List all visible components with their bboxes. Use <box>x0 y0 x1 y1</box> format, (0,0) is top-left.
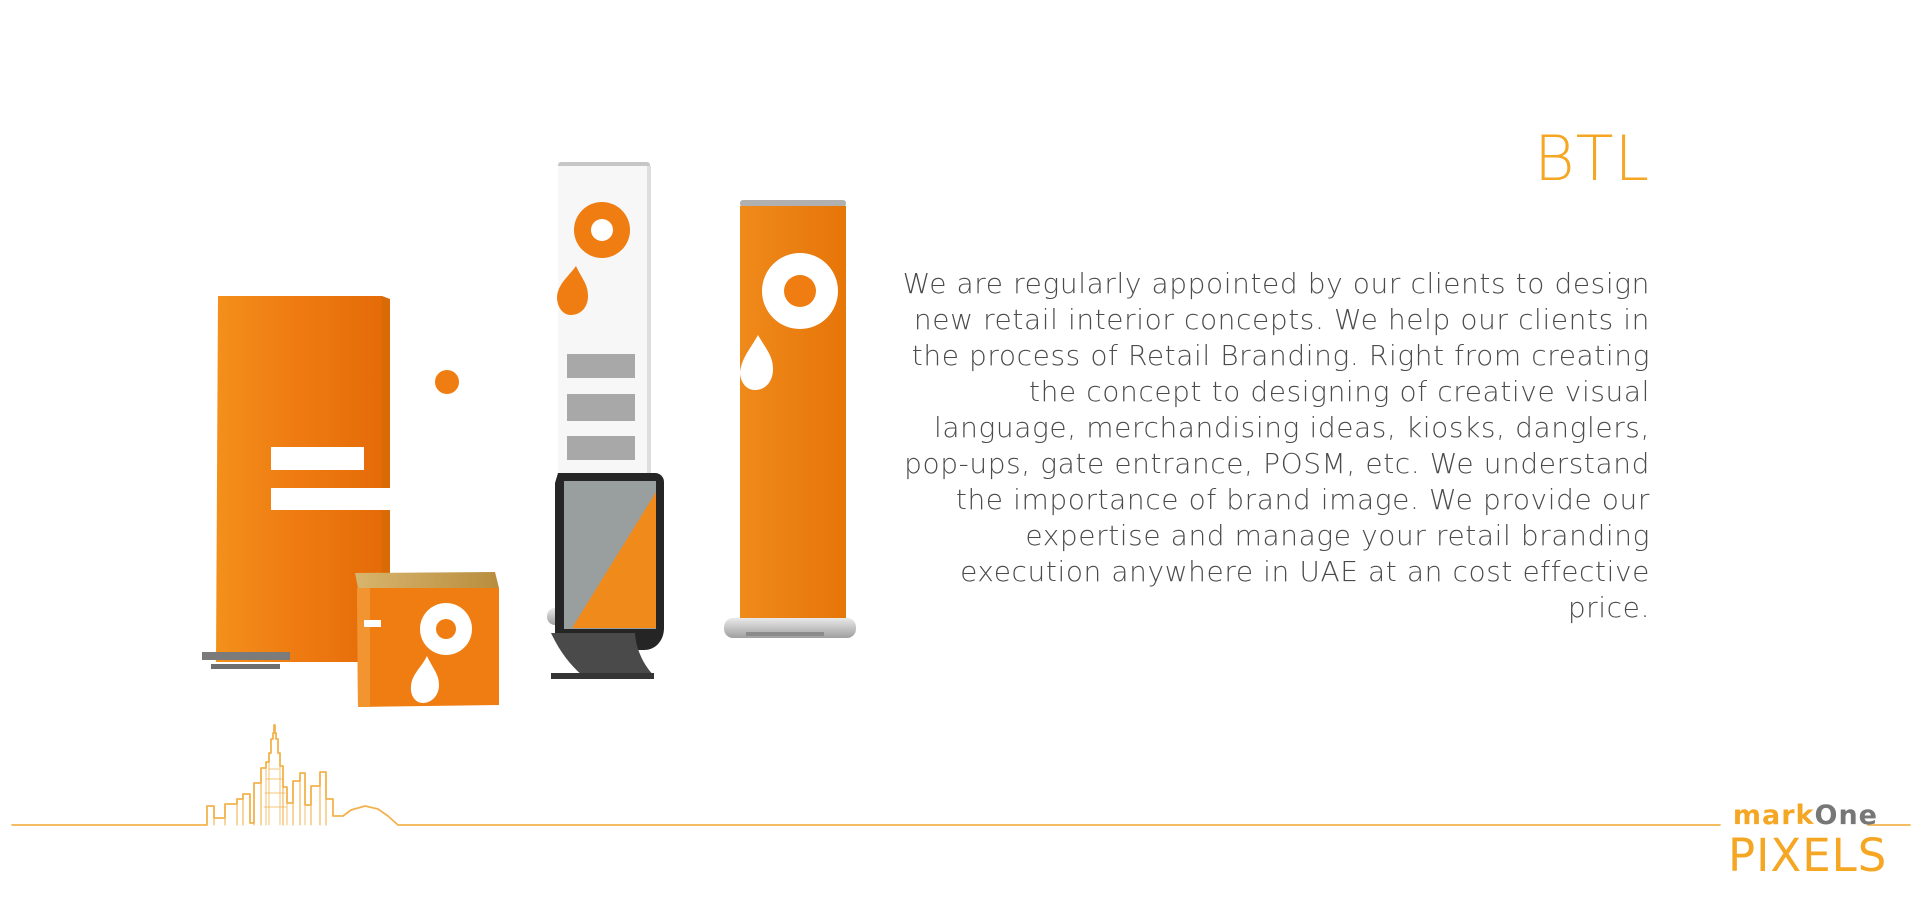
logo-part-mark: mark <box>1732 800 1815 831</box>
logo-wordmark <box>1728 802 1878 829</box>
promo-table-icon <box>355 572 499 707</box>
signage-stand-icon <box>551 473 664 679</box>
roll-up-banner-orange-icon <box>724 200 856 638</box>
footer-line <box>12 725 1720 825</box>
logo-part-one: One <box>1814 800 1878 831</box>
markone-pixels-logo <box>1728 800 1888 882</box>
page-title: BTL <box>1533 122 1650 195</box>
btl-display-stands-image <box>180 150 900 740</box>
logo-tagline: PIXELS <box>1728 829 1888 882</box>
section-description: We are regularly appointed by our clients to design new retail interior concepts. We help our clients in the process of Retail Branding. Right from creating the concept to designing of creative visual language, merchandising ideas, kiosks, danglers, pop-ups, gate entrance, POSM, etc. We understand the importance of brand image. We provide our expertise and manage your retail branding execution anywhere in UAE at an cost effective price. <box>902 267 1650 624</box>
city-skyline-icon <box>0 715 1920 835</box>
